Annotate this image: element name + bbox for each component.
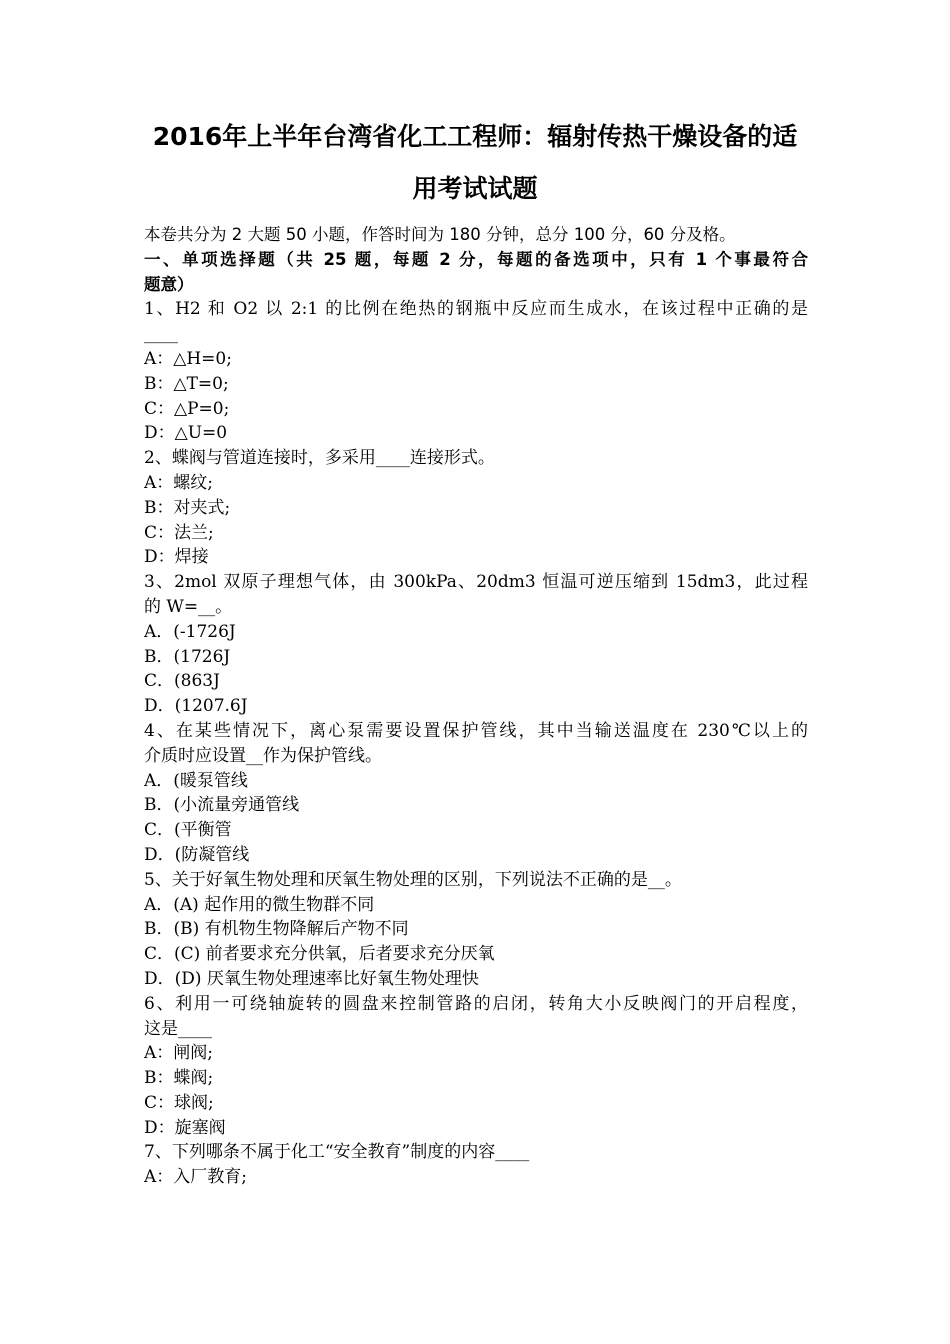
answer-option: D．(1207.6J (144, 696, 248, 717)
exam-intro: 本卷共分为 2 大题 50 小题，作答时间为 180 分钟，总分 100 分，60 分及格。 (144, 225, 736, 244)
answer-option: A．(-1726J (144, 621, 236, 642)
answer-option: B：△T=0; (144, 373, 229, 394)
question-5 (144, 868, 808, 992)
answer-option: B：对夹式; (144, 497, 231, 518)
question-stem: 7、下列哪条不属于化工“安全教育”制度的内容____ (144, 1142, 530, 1163)
answer-option: C：△P=0; (144, 398, 230, 419)
question-stem: 3、2mol 双原子理想气体，由 300kPa、20dm3 恒温可逆压缩到 15dm3，此过程 (144, 572, 808, 593)
answer-option: D．(防凝管线 (144, 844, 250, 865)
section-heading-line-1: 一、单项选择题（共 25 题，每题 2 分，每题的备选项中，只有 1 个事最符合 (144, 249, 808, 269)
answer-option: A：螺纹; (144, 472, 214, 493)
question-stem: 2、蝶阀与管道连接时，多采用____连接形式。 (144, 448, 495, 469)
exam-content (144, 223, 808, 1190)
question-7 (144, 1140, 808, 1190)
answer-option: C．(863J (144, 671, 220, 692)
answer-option: B．(B) 有机物生物降解后产物不同 (144, 919, 409, 940)
answer-option: A．(A) 起作用的微生物群不同 (144, 894, 375, 915)
document-title-line-2: 用考试试题 (412, 174, 538, 203)
question-4 (144, 719, 808, 868)
answer-option: C：球阀; (144, 1092, 214, 1113)
question-3 (144, 570, 808, 719)
question-2 (144, 446, 808, 570)
answer-option: D：△U=0 (144, 423, 228, 444)
answer-option: D：旋塞阀 (144, 1117, 226, 1138)
question-stem: ____ (144, 324, 178, 345)
answer-option: C．(平衡管 (144, 820, 232, 841)
question-stem: 5、关于好氧生物处理和厌氧生物处理的区别，下列说法不正确的是__。 (144, 869, 682, 890)
answer-option: C．(C) 前者要求充分供氧，后者要求充分厌氧 (144, 944, 495, 965)
answer-option: D．(D) 厌氧生物处理速率比好氧生物处理快 (144, 968, 479, 989)
answer-option: B：蝶阀; (144, 1068, 214, 1089)
answer-option: C：法兰; (144, 522, 214, 543)
answer-option: A：闸阀; (144, 1043, 214, 1064)
question-stem: 4、在某些情况下，离心泵需要设置保护管线，其中当输送温度在 230℃以上的 (144, 720, 808, 741)
question-stem: 的 W=__。 (144, 596, 233, 617)
answer-option: B．(小流量旁通管线 (144, 795, 300, 816)
question-stem: 1、H2 和 O2 以 2:1 的比例在绝热的钢瓶中反应而生成水，在该过程中正确的是 (144, 299, 808, 320)
question-stem: 介质时应设置__作为保护管线。 (144, 745, 382, 766)
answer-option: A：△H=0; (144, 348, 232, 369)
answer-option: D：焊接 (144, 547, 209, 568)
section-heading-line-2: 题意） (144, 274, 194, 294)
question-1 (144, 297, 808, 446)
answer-option: B．(1726J (144, 646, 231, 667)
question-stem: 6、利用一可绕轴旋转的圆盘来控制管路的启闭，转角大小反映阀门的开启程度， (144, 993, 808, 1014)
question-stem: 这是____ (144, 1018, 212, 1039)
document-title-line-1: 2016年上半年台湾省化工工程师：辐射传热干燥设备的适 (152, 122, 798, 151)
answer-option: A．(暖泵管线 (144, 770, 248, 791)
answer-option: A：入厂教育; (144, 1167, 248, 1188)
question-6 (144, 992, 808, 1141)
